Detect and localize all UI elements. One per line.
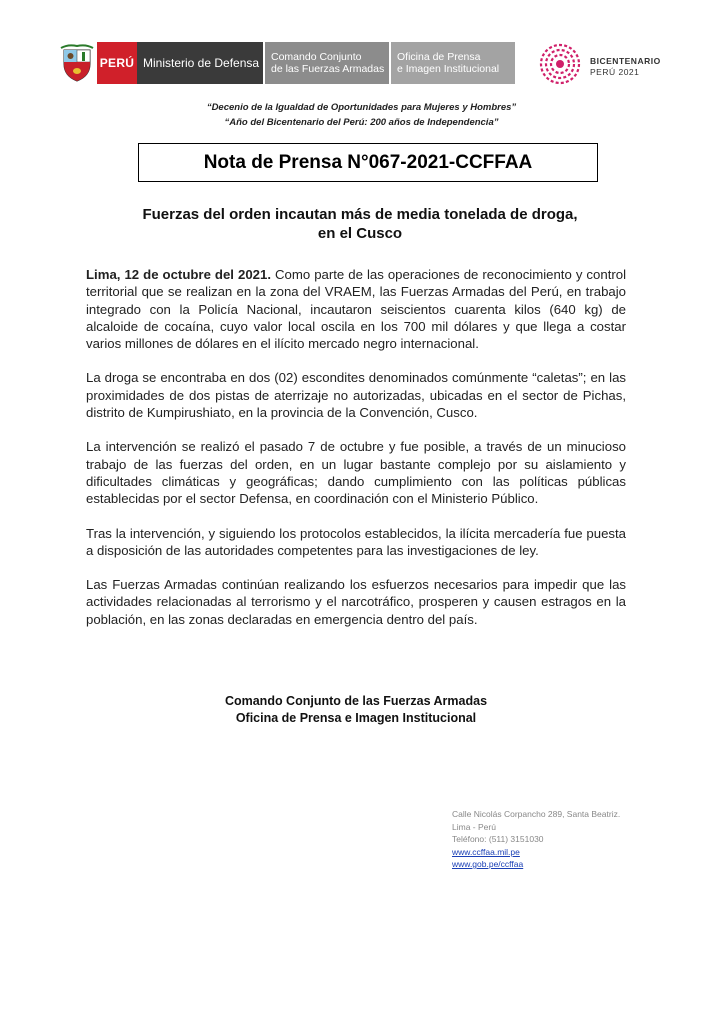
contact-phone: Teléfono: (511) 3151030 (452, 834, 544, 844)
signature (86, 693, 626, 727)
oficina-prensa-label (391, 42, 515, 84)
bicentenario-line-1: BICENTENARIO (590, 56, 661, 66)
peru-label: PERÚ (97, 42, 137, 84)
paragraph-5: Las Fuerzas Armadas continúan realizando los esfuerzos necesarios para impedir que las actividades relacionadas al terrorismo y el narcotráfico, prosperen y causen estragos en la población, en las zonas declaradas en emergencia dentro del país. (86, 577, 626, 627)
paragraph-3: La intervención se realizó el pasado 7 de octubre y fue posible, a través de un minucioso trabajo de las fuerzas del orden, en un lugar bastante complejo por su aislamiento y dificultades climáticas y geográficas; dando cumplimiento con las políticas públicas establecidas por el sector Defensa, en coordinación con el Ministerio Público. (86, 439, 626, 507)
website-link-ccffaa[interactable]: www.ccffaa.mil.pe (452, 846, 520, 857)
signature-line-2: Oficina de Prensa e Imagen Institucional (235, 711, 477, 725)
peru-coat-of-arms-icon (60, 44, 94, 82)
paragraph-1 (86, 266, 626, 352)
bicentenario-emblem-icon (538, 42, 582, 86)
comando-conjunto-label (265, 42, 389, 84)
website-link-gob[interactable]: www.gob.pe/ccffaa (452, 859, 524, 869)
body-text (86, 266, 626, 645)
bicentenario-logo (538, 42, 668, 86)
signature-line-1: Comando Conjunto de las Fuerzas Armadas (224, 694, 488, 708)
decenio-line-1: “Decenio de la Igualdad de Oportunidades para Mujeres y Hombres” (206, 102, 517, 113)
press-release-title-box (138, 143, 598, 182)
headline-line-1: Fuerzas del orden incautan más de media tonelada de droga, (142, 206, 578, 223)
document-header (0, 42, 723, 86)
contact-address: Calle Nicolás Corpancho 289, Santa Beatriz. (452, 809, 621, 819)
dateline: Lima, 12 de octubre del 2021. (86, 267, 271, 282)
decenio-lines (0, 100, 723, 130)
comando-line-2: de las Fuerzas Armadas (271, 63, 385, 75)
paragraph-2: La droga se encontraba en dos (02) escondites denominados comúnmente “caletas”; en las proximidades de dos pistas de aterrizaje no autorizadas, ubicadas en el sector de Pichas, distrito de Kumpirushiato, en la provincia de la Convención, Cusco. (86, 370, 626, 421)
press-release-title: Nota de Prensa N°067-2021-CCFFAA (203, 151, 533, 173)
paragraph-4: Tras la intervención, y siguiendo los protocolos establecidos, la ilícita mercadería fue puesta a disposición de las autoridades competentes para las investigaciones de ley. (86, 525, 626, 558)
bicentenario-text (590, 56, 661, 78)
oficina-line-1: Oficina de Prensa (397, 51, 481, 63)
paragraph-1-text: Como parte de las operaciones de reconocimiento y control territorial que se realizan en la zona del VRAEM, las Fuerzas Armadas del Perú, en trabajo integrado con la Policía Nacional, incautaron seiscientos cuarenta kilos (640 kg) de alcaloide de cocaína, cuyo valor local oscila en los 700 mil dólares y que llega a costar varios millones de dólares en el ilícito mercado negro internacional. (86, 267, 627, 352)
headline-line-2: en el Cusco (317, 225, 403, 242)
oficina-line-2: e Imagen Institucional (397, 63, 500, 75)
ministerio-label: Ministerio de Defensa (137, 42, 263, 84)
comando-line-1: Comando Conjunto (271, 51, 362, 63)
contact-info (452, 808, 620, 871)
headline (86, 205, 634, 243)
contact-city: Lima - Perú (452, 821, 496, 832)
decenio-line-2: “Año del Bicentenario del Perú: 200 años de Independencia” (224, 117, 499, 128)
gob-peru-bar (97, 42, 515, 84)
bicentenario-line-2: PERÚ 2021 (590, 67, 640, 77)
